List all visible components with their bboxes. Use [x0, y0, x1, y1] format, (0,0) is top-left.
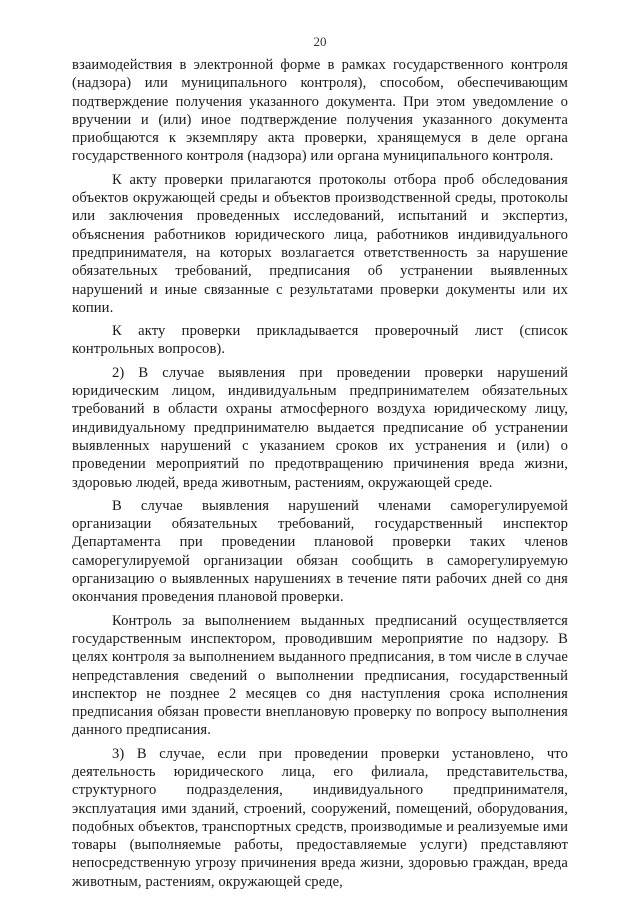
document-body [72, 56, 568, 891]
paragraph-7: 3) В случае, если при проведении проверки установлено, что деятельность юридического лица, его филиала, представительства, структурного подразделения, индивидуального предпринимателя, эксплуатация ими зданий, строений, сооружений, помещений, оборудования, подобных объектов, транспортных средств, производимые и реализуемые ими товары (выполняемые работы, предоставляемые услуги) представляют непосредственную угрозу причинения вреда жизни, здоровью граждан, вреда животным, растениям, окружающей среде, [72, 745, 568, 890]
page-number: 20 [313, 34, 327, 49]
paragraph-2: К акту проверки прилагаются протоколы отбора проб обследования объектов окружающей среды и объектов производственной среды, протоколы или заключения проведенных исследований, испытаний и экспертиз, объяснения работников юридического лица, работников индивидуального предпринимателя, на которых возлагается ответственность за нарушение обязательных требований, предписания об устранении выявленных нарушений и иные связанные с результатами проверки документы или их копии. [72, 171, 568, 316]
paragraph-4: 2) В случае выявления при проведении проверки нарушений юридическим лицом, индивидуальным предпринимателем обязательных требований в области охраны атмосферного воздуха юридическому лицу, индивидуальному предпринимателю выдается предписание об устранении выявленных нарушений с указанием сроков их устранения и (или) о проведении мероприятий по предотвращению причинения вреда жизни, здоровью людей, вреда животным, растениям, окружающей среде. [72, 364, 568, 491]
paragraph-6: Контроль за выполнением выданных предписаний осуществляется государственным инспектором, проводившим мероприятие по надзору. В целях контроля за выполнением выданного предписания, в том числе в случае непредставления сведений о выполнении предписания, государственный инспектор не позднее 2 месяцев со дня наступления срока исполнения предписания обязан провести внеплановую проверку по вопросу выполнения данного предписания. [72, 612, 568, 739]
paragraph-5: В случае выявления нарушений членами саморегулируемой организации обязательных требований, государственный инспектор Департамента при проведении плановой проверки таких членов саморегулируемой организации обязан сообщить в саморегулируемую организацию о выявленных нарушениях в течение пяти рабочих дней со дня окончания проведения плановой проверки. [72, 497, 568, 606]
paragraph-3: К акту проверки прикладывается проверочный лист (список контрольных вопросов). [72, 323, 568, 358]
paragraph-1: взаимодействия в электронной форме в рамках государственного контроля (надзора) или муниципального контроля), способом, обеспечивающим подтверждение получения указанного документа. При этом уведомление о вручении и (или) иное подтверждение получения указанного документа приобщаются к экземпляру акта проверки, хранящемуся в деле органа государственного контроля (надзора) или органа муниципального контроля. [72, 57, 568, 165]
